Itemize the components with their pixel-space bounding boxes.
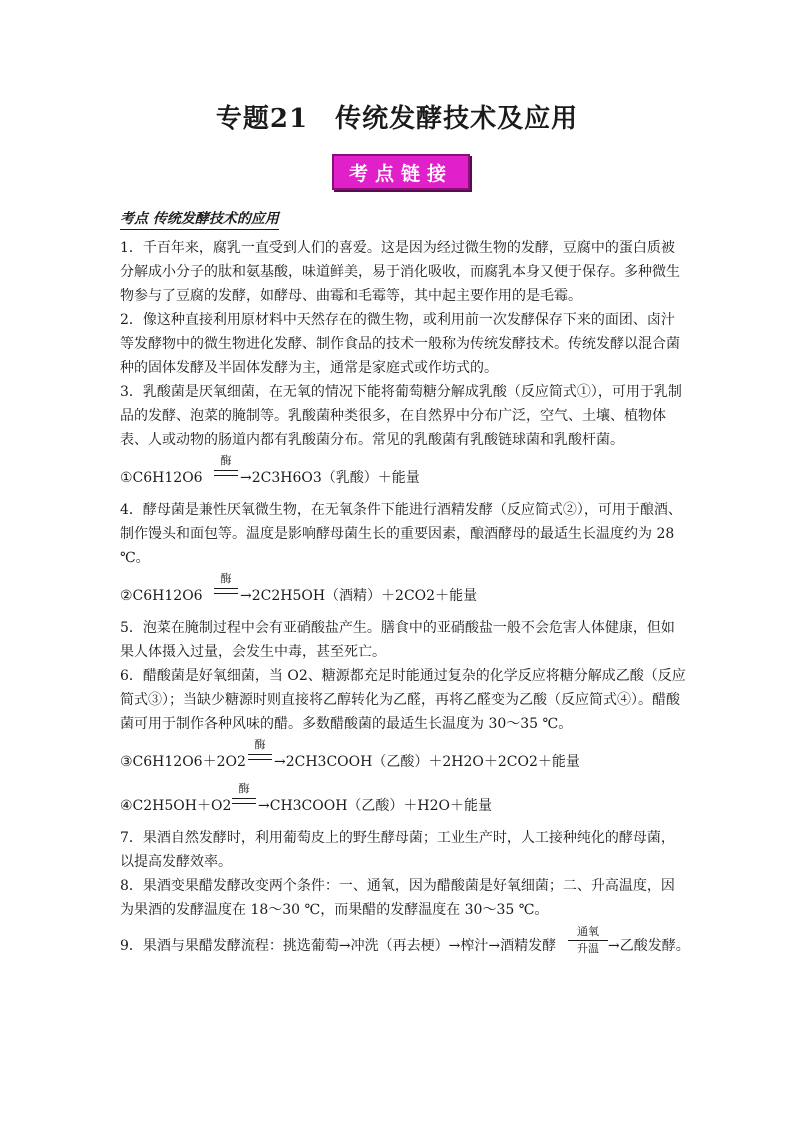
- equation-3-arrow: [246, 738, 274, 778]
- equation-4-lhs: ④C2H5OH＋O2: [120, 798, 232, 814]
- paragraph-5: 5．泡菜在腌制过程中会有亚硝酸盐产生。膳食中的亚硝酸盐一般不会危害人体健康，但如果人体摄入过量，会发生中毒，甚至死亡。: [120, 620, 675, 660]
- equation-4-rhs: →CH3COOH（乙酸）＋H2O＋能量: [258, 798, 493, 814]
- paragraph-4: 4．酵母菌是兼性厌氧微生物，在无氧条件下能进行酒精发酵（反应简式②），可用于酿酒、制作馒头和面包等。温度是影响酵母菌生长的重要因素，酿酒酵母的最适生长温度约为 28 ℃。: [120, 502, 682, 566]
- flow-text-end: →乙酸发酵。: [608, 938, 690, 954]
- equation-2-rhs: →2C2H5OH（酒精）＋2CO2＋能量: [240, 588, 478, 604]
- equation-3: [120, 738, 686, 778]
- equation-2: [120, 572, 686, 612]
- equation-3-lhs: ③C6H12O6＋2O2: [120, 754, 246, 770]
- equation-2-lhs: ②C6H12O6: [120, 588, 203, 604]
- equation-2-arrow: [212, 572, 240, 612]
- paragraph-6: 6．醋酸菌是好氧细菌，当 O2、糖源都充足时能通过复杂的化学反应将糖分解成乙酸（反应简式③）；当缺少糖源时则直接将乙醇转化为乙醛，再将乙醛变为乙酸（反应简式④）。醋酸菌可用于制作各种风味的醋。多数醋酸菌的最适生长温度为 30～35 ℃。: [120, 668, 686, 732]
- paragraph-2: 2．像这种直接利用原材料中天然存在的微生物，或利用前一次发酵保存下来的面团、卤汁等发酵物中的微生物进化发酵、制作食品的技术一般称为传统发酵技术。传统发酵以混合菌种的固体发酵及半固体发酵为主，通常是家庭式或作坊式的。: [120, 312, 680, 376]
- paragraph-7: 7．果酒自然发酵时，利用葡萄皮上的野生酵母菌；工业生产时，人工接种纯化的酵母菌，以提高发酵效率。: [120, 830, 675, 870]
- equation-1-arrow: [212, 454, 240, 494]
- section-banner: [332, 154, 470, 190]
- paragraph-1: 1．千百年来，腐乳一直受到人们的喜爱。这是因为经过微生物的发酵，豆腐中的蛋白质被分解成小分子的肽和氨基酸，味道鲜美，易于消化吸收，而腐乳本身又便于保存。多种微生物参与了豆腐的发酵，如酵母、曲霉和毛霉等，其中起主要作用的是毛霉。: [120, 240, 680, 304]
- equation-2-condition: 酶: [220, 572, 232, 585]
- fermentation-flow: [120, 925, 690, 956]
- flow-condition-arrow: [568, 926, 608, 955]
- section-heading: 考点 传统发酵技术的应用: [120, 208, 279, 230]
- banner-label: 考点链接: [348, 162, 453, 185]
- flow-condition-bottom: 升温: [577, 942, 599, 955]
- paragraph-3: 3．乳酸菌是厌氧细菌，在无氧的情况下能将葡萄糖分解成乳酸（反应简式①），可用于乳制品的发酵、泡菜的腌制等。乳酸菌种类很多，在自然界中分布广泛，空气、土壤、植物体表、人或动物的肠道内都有乳酸菌分布。常见的乳酸菌有乳酸链球菌和乳酸杆菌。: [120, 384, 682, 448]
- page-title: 专题21 传统发酵技术及应用: [215, 104, 579, 134]
- equation-1-rhs: →2C3H6O3（乳酸）＋能量: [240, 470, 420, 486]
- equation-3-rhs: →2CH3COOH（乙酸）＋2H2O＋2CO2＋能量: [274, 754, 580, 770]
- flow-text-start: 9．果酒与果醋发酵流程：挑选葡萄→冲洗（再去梗）→榨汁→酒精发酵: [120, 938, 557, 954]
- content-body: [120, 236, 690, 956]
- equation-4: [120, 782, 686, 822]
- equation-1-condition: 酶: [220, 454, 232, 467]
- equation-1: [120, 454, 686, 494]
- equation-4-condition: 酶: [238, 782, 250, 795]
- flow-condition-top: 通氧: [577, 925, 599, 938]
- equation-1-lhs: ①C6H12O6: [120, 470, 203, 486]
- equation-4-arrow: [230, 782, 258, 822]
- equation-3-condition: 酶: [254, 738, 266, 751]
- paragraph-8: 8．果酒变果醋发酵改变两个条件：一、通氧，因为醋酸菌是好氧细菌；二、升高温度，因为果酒的发酵温度在 18～30 ℃，而果醋的发酵温度在 30～35 ℃。: [120, 878, 675, 918]
